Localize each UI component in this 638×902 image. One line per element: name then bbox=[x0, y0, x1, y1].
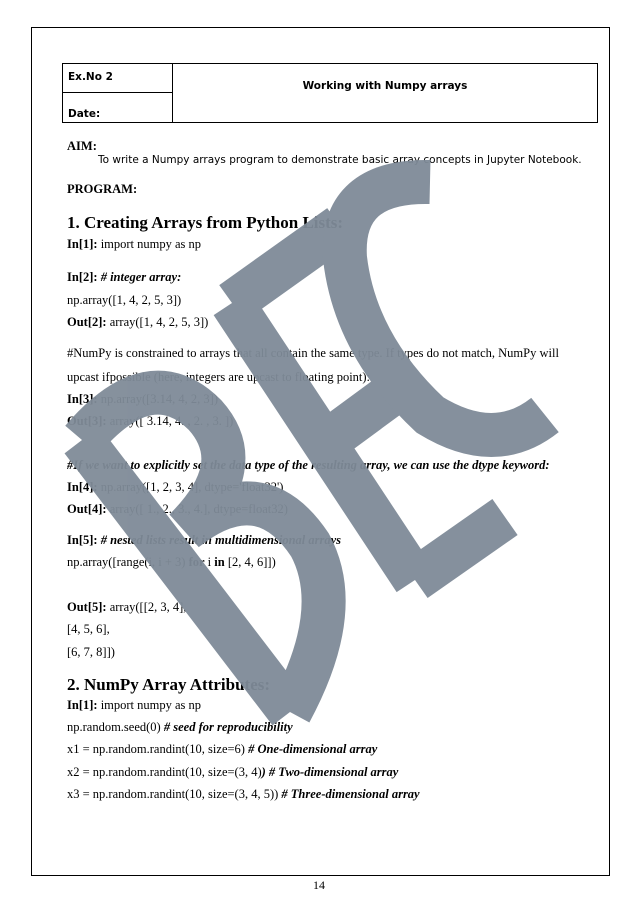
s1-out3-code: array([ 3.14, 4. , 2. , 3. ]) bbox=[106, 414, 234, 428]
s1-in3-prompt: In[3]: bbox=[67, 392, 98, 406]
s1-in4-prompt: In[4]: bbox=[67, 480, 98, 494]
s1-in5-comment: # nested lists result in multidimensional arrays bbox=[97, 533, 342, 547]
s1-in5-code-line bbox=[67, 555, 276, 570]
s2-seed-comment: # seed for reproducibility bbox=[163, 720, 293, 734]
s1-in3-line bbox=[67, 392, 218, 407]
s1-in5-code-b: i bbox=[204, 555, 215, 569]
s2-x3-comment: # Three-dimensional array bbox=[281, 787, 420, 801]
s1-out4-code: array([ 1., 2., 3., 4.], dtype=float32) bbox=[106, 502, 288, 516]
date-label: Date: bbox=[68, 108, 101, 120]
s2-x1-code: x1 = np.random.randint(10, size=6) bbox=[67, 742, 249, 756]
s1-out3-line bbox=[67, 414, 233, 429]
experiment-header-table bbox=[62, 63, 598, 123]
s1-dtype-comment: #If we want to explicitly set the data type of the resulting array, we can use the dtype keyword: bbox=[67, 458, 550, 472]
aim-label: AIM: bbox=[67, 139, 97, 153]
s2-x1-line bbox=[67, 742, 377, 757]
date-cell bbox=[63, 93, 173, 122]
s1-in5-code-c: [2, 4, 6]]) bbox=[224, 555, 276, 569]
page-number: 14 bbox=[313, 878, 325, 892]
s2-x2-comment: ) # Two-dimensional array bbox=[261, 765, 399, 779]
s1-out2-code: array([1, 4, 2, 5, 3]) bbox=[106, 315, 209, 329]
s2-x1-comment: # One-dimensional array bbox=[248, 742, 378, 756]
s1-in5-kw-for: for bbox=[188, 555, 205, 569]
exno-label: Ex.No 2 bbox=[68, 71, 113, 83]
exno-cell bbox=[63, 64, 173, 93]
s1-in4-line bbox=[67, 480, 283, 495]
experiment-title: Working with Numpy arrays bbox=[302, 80, 468, 92]
section1-title: 1. Creating Arrays from Python Lists: bbox=[67, 213, 344, 232]
s2-seed-line bbox=[67, 720, 293, 735]
s1-in5-code-a: np.array([range(i, i + 3) bbox=[67, 555, 189, 569]
s2-seed-code: np.random.seed(0) bbox=[67, 720, 164, 734]
s1-out5-line1: array([[2, 3, 4], bbox=[106, 600, 187, 614]
s2-in1-prompt: In[1]: bbox=[67, 698, 98, 712]
s2-in1-line bbox=[67, 698, 201, 713]
s1-in2-code: np.array([1, 4, 2, 5, 3]) bbox=[67, 293, 182, 307]
s1-in1-code: import numpy as np bbox=[97, 237, 202, 251]
s1-in3-code: np.array([3.14, 4, 2, 3]) bbox=[97, 392, 219, 406]
s1-out5-line3: [6, 7, 8]]) bbox=[67, 645, 115, 659]
section2-title: 2. NumPy Array Attributes: bbox=[67, 675, 271, 694]
s1-in2-comment: # integer array: bbox=[97, 270, 182, 284]
s1-out2-line bbox=[67, 315, 208, 330]
s1-in5-line bbox=[67, 533, 341, 548]
s1-out3-prompt: Out[3]: bbox=[67, 414, 107, 428]
s1-out5-prompt: Out[5]: bbox=[67, 600, 107, 614]
s1-in2-line bbox=[67, 270, 181, 285]
s1-out2-prompt: Out[2]: bbox=[67, 315, 107, 329]
s2-x2-code: x2 = np.random.randint(10, size=(3, 4) bbox=[67, 765, 262, 779]
s1-out5-line2: [4, 5, 6], bbox=[67, 622, 110, 636]
s1-out5-line bbox=[67, 600, 186, 615]
s2-in1-code: import numpy as np bbox=[97, 698, 202, 712]
title-cell bbox=[173, 64, 597, 122]
s1-in5-prompt: In[5]: bbox=[67, 533, 98, 547]
s1-note-line1: #NumPy is constrained to arrays that all contain the same type. If types do not match, NumPy will bbox=[67, 346, 559, 360]
s2-x3-code: x3 = np.random.randint(10, size=(3, 4, 5)) bbox=[67, 787, 282, 801]
s1-in5-kw-in: in bbox=[214, 555, 225, 569]
aim-text: To write a Numpy arrays program to demonstrate basic array concepts in Jupyter Notebook. bbox=[98, 154, 582, 166]
s2-x3-line bbox=[67, 787, 420, 802]
s1-in2-prompt: In[2]: bbox=[67, 270, 98, 284]
program-label: PROGRAM: bbox=[67, 182, 138, 196]
s1-in4-code: np.array([1, 2, 3, 4], dtype='float32') bbox=[97, 480, 284, 494]
s1-in1-prompt: In[1]: bbox=[67, 237, 98, 251]
s2-x2-line bbox=[67, 765, 398, 780]
s1-out4-prompt: Out[4]: bbox=[67, 502, 107, 516]
s1-note-line2: upcast ifpossible (here, integers are upcast to floating point): bbox=[67, 370, 371, 384]
s1-out4-line bbox=[67, 502, 288, 517]
s1-in1-line bbox=[67, 237, 201, 252]
